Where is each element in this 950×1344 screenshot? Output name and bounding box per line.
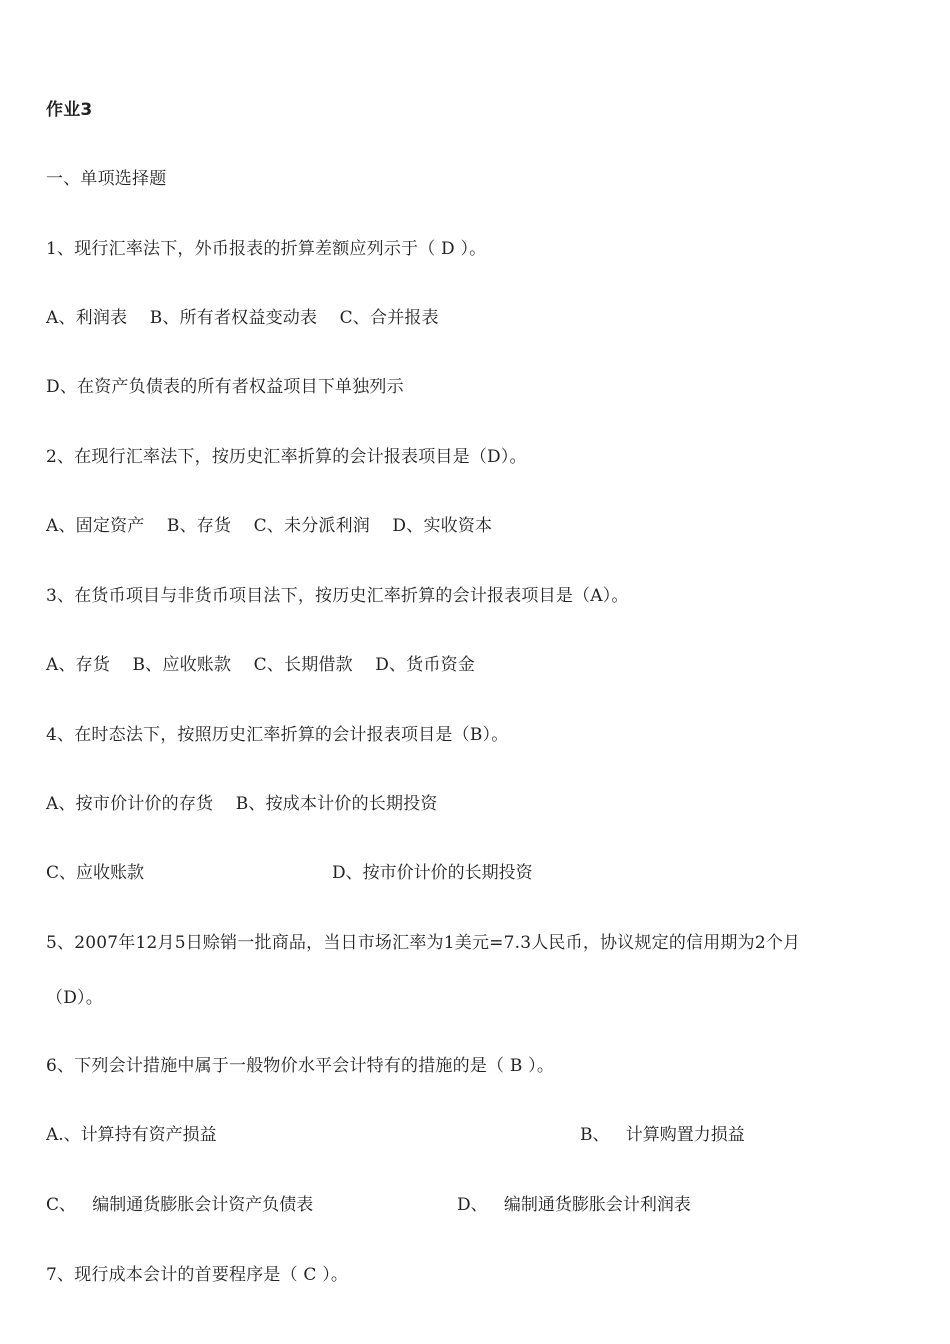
- question-6-stem: 6、下列会计措施中属于一般物价水平会计特有的措施的是（ B ）。: [46, 1056, 555, 1076]
- question-5-stem-continued: （D）。: [46, 988, 103, 1008]
- question-1-option-d: D、在资产负债表的所有者权益项目下单独列示: [46, 377, 404, 397]
- question-6-option-d: D、 编制通货膨胀会计利润表: [457, 1195, 691, 1215]
- question-1-options: A、利润表 B、所有者权益变动表 C、合并报表: [46, 308, 439, 328]
- document-title: 作业3: [46, 100, 93, 120]
- question-4-options: A、按市价计价的存货 B、按成本计价的长期投资: [46, 794, 438, 814]
- question-7-stem: 7、现行成本会计的首要程序是（ C ）。: [46, 1265, 349, 1285]
- question-1-stem: 1、现行汇率法下，外币报表的折算差额应列示于（ D ）。: [46, 239, 487, 259]
- question-4-option-c: C、应收账款: [46, 863, 145, 883]
- question-3-options: A、存货 B、应收账款 C、长期借款 D、货币资金: [46, 655, 476, 675]
- question-2-options: A、固定资产 B、存货 C、未分派利润 D、实收资本: [46, 516, 493, 536]
- question-4-stem: 4、在时态法下，按照历史汇率折算的会计报表项目是（B）。: [46, 725, 509, 745]
- question-4-option-d: D、按市价计价的长期投资: [332, 863, 533, 883]
- section-heading: 一、单项选择题: [46, 169, 167, 189]
- question-2-stem: 2、在现行汇率法下，按历史汇率折算的会计报表项目是（D）。: [46, 447, 527, 467]
- question-5-stem: 5、2007年12月5日赊销一批商品，当日市场汇率为1美元=7.3人民币，协议规定的信用期为2个月: [46, 933, 801, 953]
- question-3-stem: 3、在货币项目与非货币项目法下，按历史汇率折算的会计报表项目是（A）。: [46, 586, 629, 606]
- question-6-option-b: B、 计算购置力损益: [580, 1125, 745, 1145]
- question-6-option-a: A.、计算持有资产损益: [46, 1125, 217, 1145]
- question-6-option-c: C、 编制通货膨胀会计资产负债表: [46, 1195, 314, 1215]
